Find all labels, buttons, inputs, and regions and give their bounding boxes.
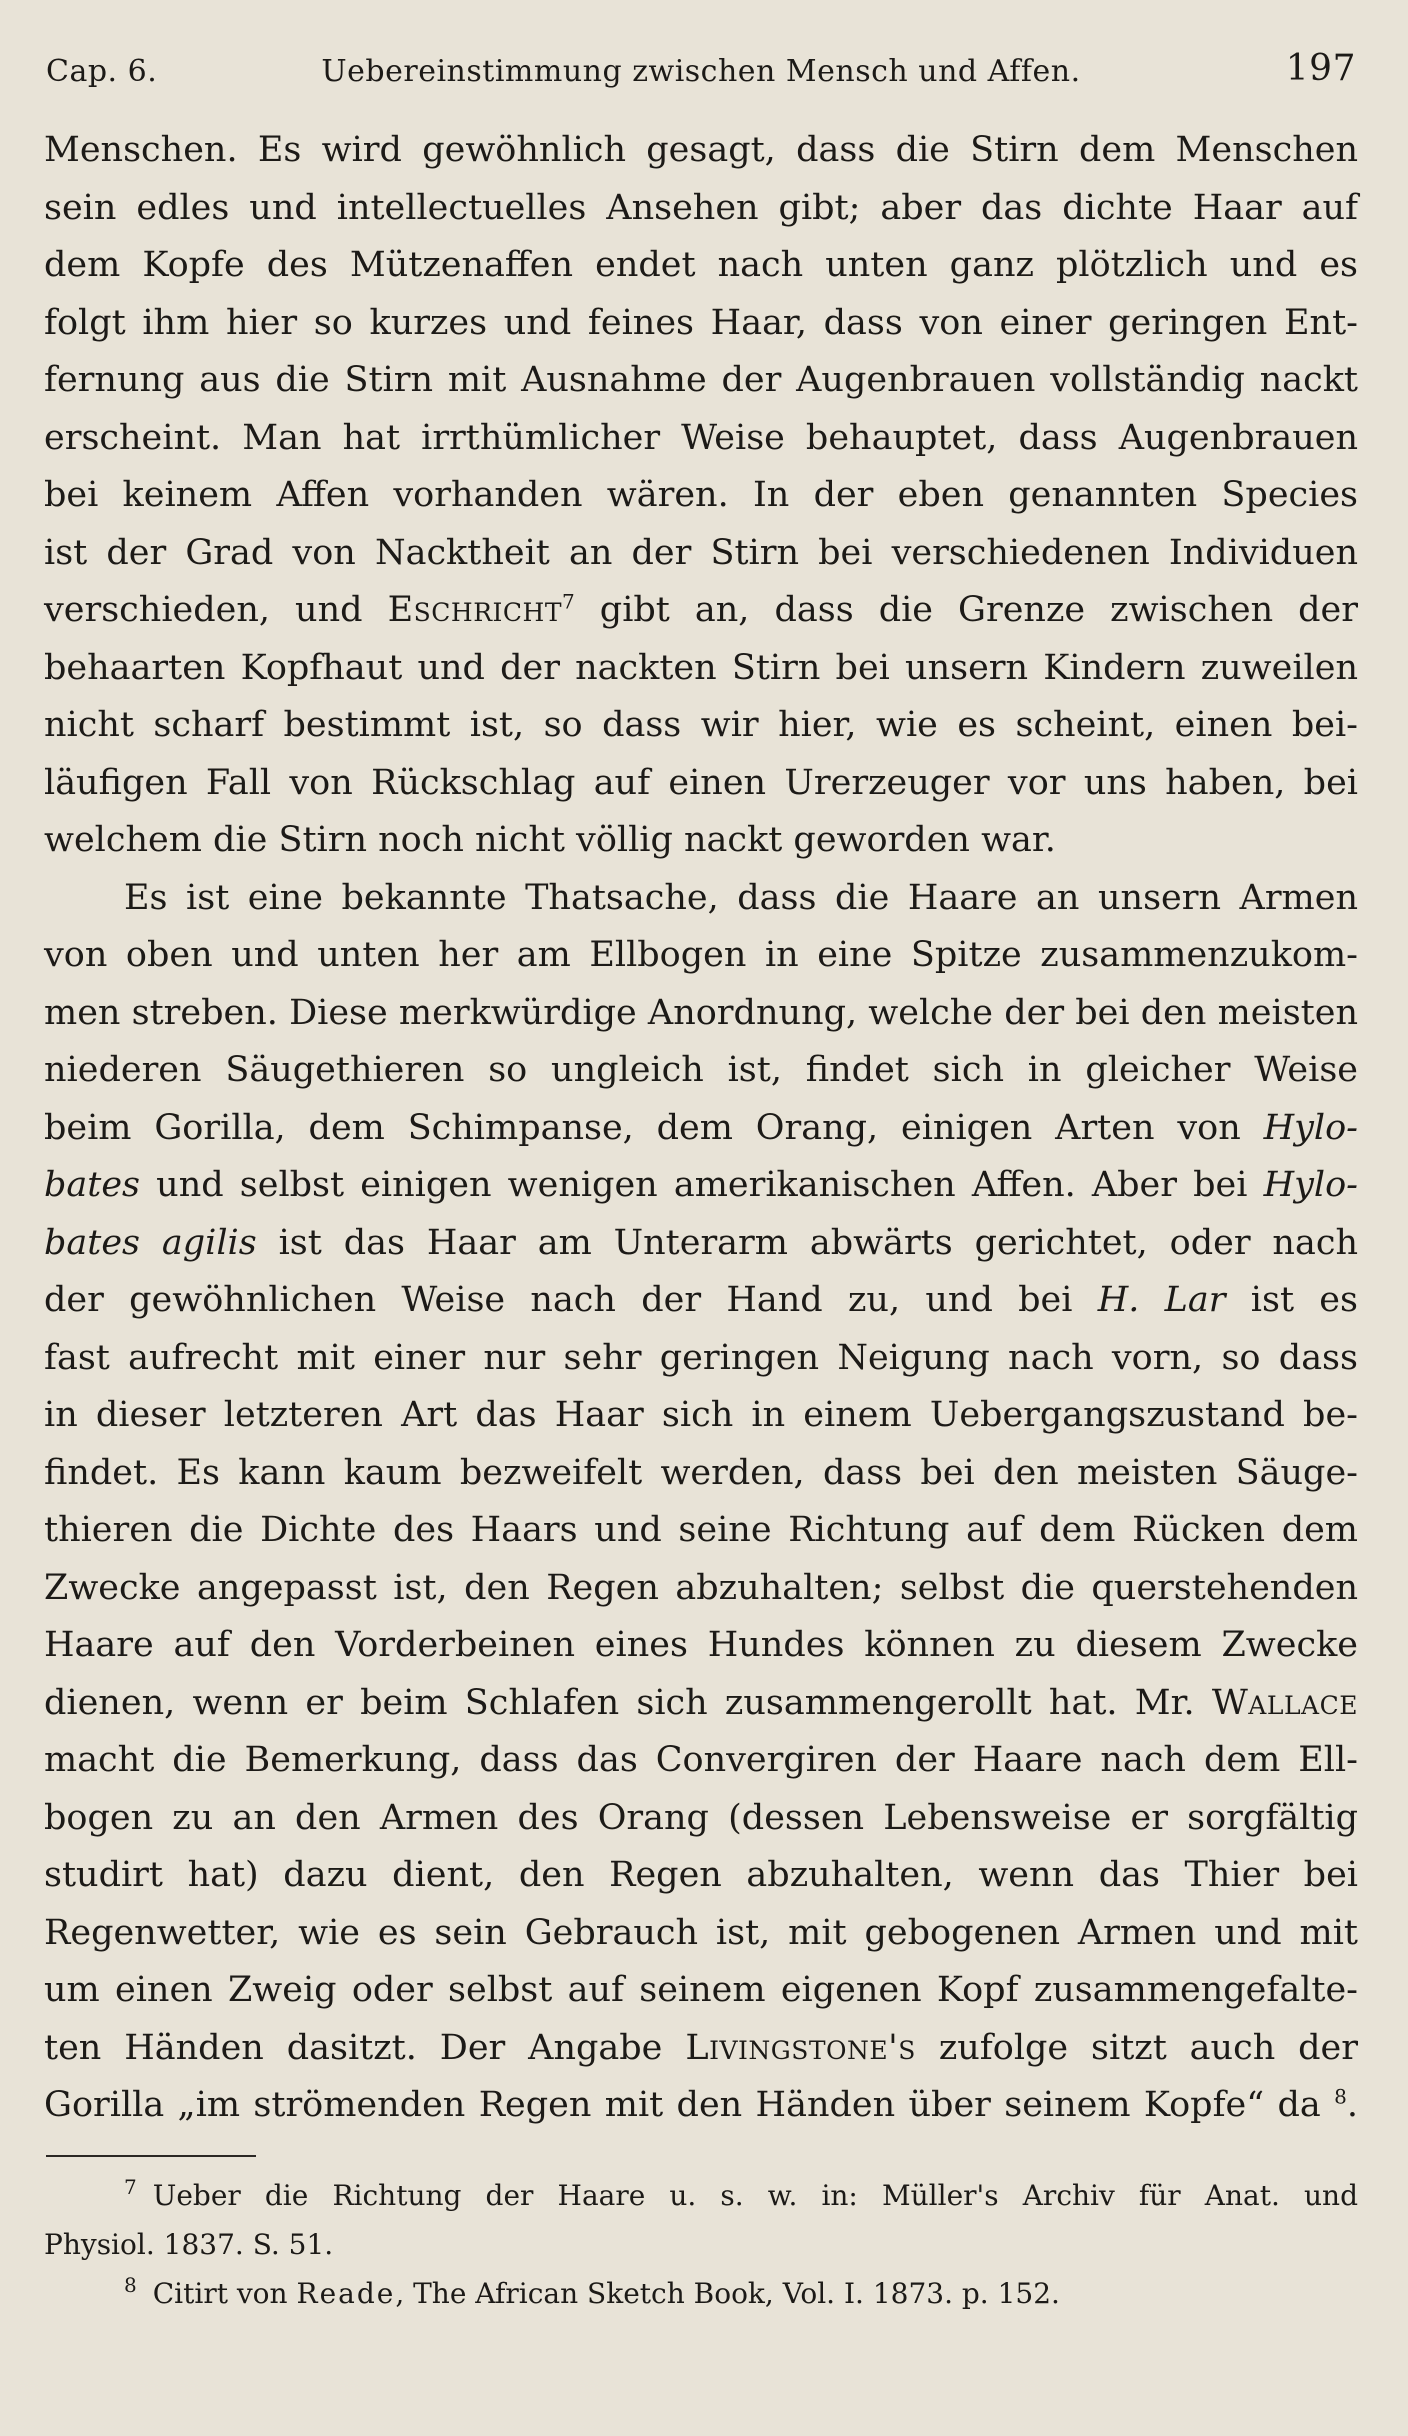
- text-fragment: beim Gorilla, dem Schimpanse, dem Orang, einigen Arten von: [44, 1107, 1241, 1148]
- footnote-ref: 8: [1334, 2084, 1347, 2109]
- species-name: bates: [44, 1165, 141, 1205]
- text-line: [44, 2020, 1358, 2078]
- footnote-7: [44, 2171, 1358, 2220]
- text-line: bei keinem Affen vorhanden wären. In der eben genannten Species: [44, 475, 1358, 515]
- text-line: Menschen. Es wird gewöhnlich gesagt, dass die Stirn dem Menschen: [44, 130, 1358, 170]
- species-name: H. Lar: [1097, 1280, 1226, 1320]
- text-fragment: ist es: [1250, 1280, 1358, 1320]
- paragraph-start: Es ist eine bekannte Thatsache, dass die Haare an unsern Armen: [124, 877, 1358, 918]
- text-line: erscheint. Man hat irrthümlicher Weise behauptet, dass Augenbrauen: [44, 417, 1358, 458]
- text-fragment: zufolge sitzt auch der: [938, 2027, 1358, 2068]
- author-name: Livingstone's: [685, 2027, 916, 2068]
- running-header: [44, 48, 1358, 98]
- text-line: in dieser letzteren Art das Haar sich in einem Uebergangszustand be-: [44, 1395, 1358, 1435]
- text-line: macht die Bemerkung, dass das Convergiren der Haare nach dem Ell-: [44, 1740, 1358, 1780]
- text-fragment: gibt an, dass die Grenze zwischen der: [599, 590, 1358, 630]
- text-line: nicht scharf bestimmt ist, so dass wir hier, wie es scheint, einen bei-: [44, 705, 1358, 745]
- text-line: [44, 1215, 1358, 1273]
- text-line: Haare auf den Vorderbeinen eines Hundes können zu diesem Zwecke: [44, 1625, 1358, 1665]
- footnotes: [44, 2171, 1358, 2318]
- species-name: Hylo-: [1263, 1165, 1358, 1205]
- text-line: men streben. Diese merkwürdige Anordnung, welche der bei den meisten: [44, 992, 1358, 1033]
- text-line: von oben und unten her am Ellbogen in eine Spitze zusammenzukom-: [44, 935, 1358, 975]
- text-line: [44, 582, 1358, 640]
- text-fragment: verschieden, und: [44, 590, 363, 630]
- text-fragment: .: [1346, 2085, 1358, 2125]
- footnote-7-continued: Physiol. 1837. S. 51.: [44, 2227, 334, 2261]
- text-line: thieren die Dichte des Haars und seine Richtung auf dem Rücken dem: [44, 1510, 1358, 1550]
- text-fragment: ist das Haar am Unterarm abwärts gerichtet, oder nach: [278, 1222, 1358, 1263]
- text-line: Regenwetter, wie es sein Gebrauch ist, mit gebogenen Armen und mit: [44, 1912, 1358, 1953]
- chapter-label: Cap. 6.: [46, 54, 158, 89]
- text-line: Zwecke angepasst ist, den Regen abzuhalten; selbst die querstehenden: [44, 1567, 1358, 1608]
- text-line: [44, 1157, 1358, 1215]
- text-line: [44, 1675, 1358, 1733]
- text-fragment: und selbst einigen wenigen amerikanischen Affen. Aber bei: [156, 1165, 1248, 1205]
- text-line: welchem die Stirn noch nicht völlig nackt geworden war.: [44, 820, 1056, 860]
- body-text: [44, 122, 1358, 2135]
- text-line: niederen Säugethieren so ungleich ist, findet sich in gleicher Weise: [44, 1050, 1358, 1090]
- running-title: Uebereinstimmung zwischen Mensch und Affen.: [321, 54, 1081, 89]
- text-fragment: Gorilla „im strömenden Regen mit den Händen über seinem Kopfe“ da: [44, 2085, 1321, 2125]
- text-line: bogen zu an den Armen des Orang (dessen Lebensweise er sorgfältig: [44, 1797, 1358, 1838]
- text-line: dem Kopfe des Mützenaffen endet nach unten ganz plötzlich und es: [44, 245, 1358, 285]
- footnote-separator: [46, 2155, 256, 2157]
- footnote-text: , The African Sketch Book, Vol. I. 1873. p. 152.: [395, 2276, 1060, 2310]
- footnote-text: Citirt von: [152, 2276, 288, 2310]
- text-line: fernung aus die Stirn mit Ausnahme der Augenbrauen vollständig nackt: [44, 360, 1358, 400]
- text-fragment: der gewöhnlichen Weise nach der Hand zu, und bei: [44, 1280, 1073, 1320]
- text-line: [44, 2077, 1358, 2135]
- footnote-mark: 7: [124, 2175, 137, 2200]
- author-name: Eschricht: [387, 590, 563, 630]
- footnote-text: Ueber die Richtung der Haare u. s. w. in: Müller's Archiv für Anat. und: [152, 2178, 1358, 2212]
- text-fragment: ten Händen dasitzt. Der Angabe: [44, 2027, 663, 2068]
- text-line: um einen Zweig oder selbst auf seinem eigenen Kopf zusammengefalte-: [44, 1970, 1358, 2010]
- text-line: läufigen Fall von Rückschlag auf einen Urerzeuger vor uns haben, bei: [44, 762, 1358, 803]
- text-line: [44, 1100, 1358, 1158]
- text-fragment: dienen, wenn er beim Schlafen sich zusammengerollt hat. Mr.: [44, 1682, 1195, 1723]
- author-name: Wallace: [1211, 1682, 1358, 1723]
- footnote-mark: 8: [124, 2273, 137, 2298]
- footnote-ref: 7: [562, 589, 575, 614]
- species-name: Hylo-: [1263, 1107, 1358, 1148]
- text-line: studirt hat) dazu dient, den Regen abzuhalten, wenn das Thier bei: [44, 1855, 1358, 1895]
- text-line: fast aufrecht mit einer nur sehr geringen Neigung nach vorn, so dass: [44, 1337, 1358, 1378]
- text-line: sein edles und intellectuelles Ansehen gibt; aber das dichte Haar auf: [44, 187, 1358, 228]
- footnote-8: [44, 2269, 1358, 2318]
- text-line: folgt ihm hier so kurzes und feines Haar, dass von einer geringen Ent-: [44, 302, 1358, 343]
- text-line: ist der Grad von Nacktheit an der Stirn bei verschiedenen Individuen: [44, 532, 1358, 573]
- text-line: behaarten Kopfhaut und der nackten Stirn bei unsern Kindern zuweilen: [44, 647, 1358, 688]
- text-line: findet. Es kann kaum bezweifelt werden, dass bei den meisten Säuge-: [44, 1452, 1358, 1493]
- page-number: 197: [1285, 48, 1356, 89]
- species-name: bates agilis: [44, 1222, 257, 1263]
- text-line: [44, 1272, 1358, 1330]
- author-name: Reade: [296, 2276, 396, 2310]
